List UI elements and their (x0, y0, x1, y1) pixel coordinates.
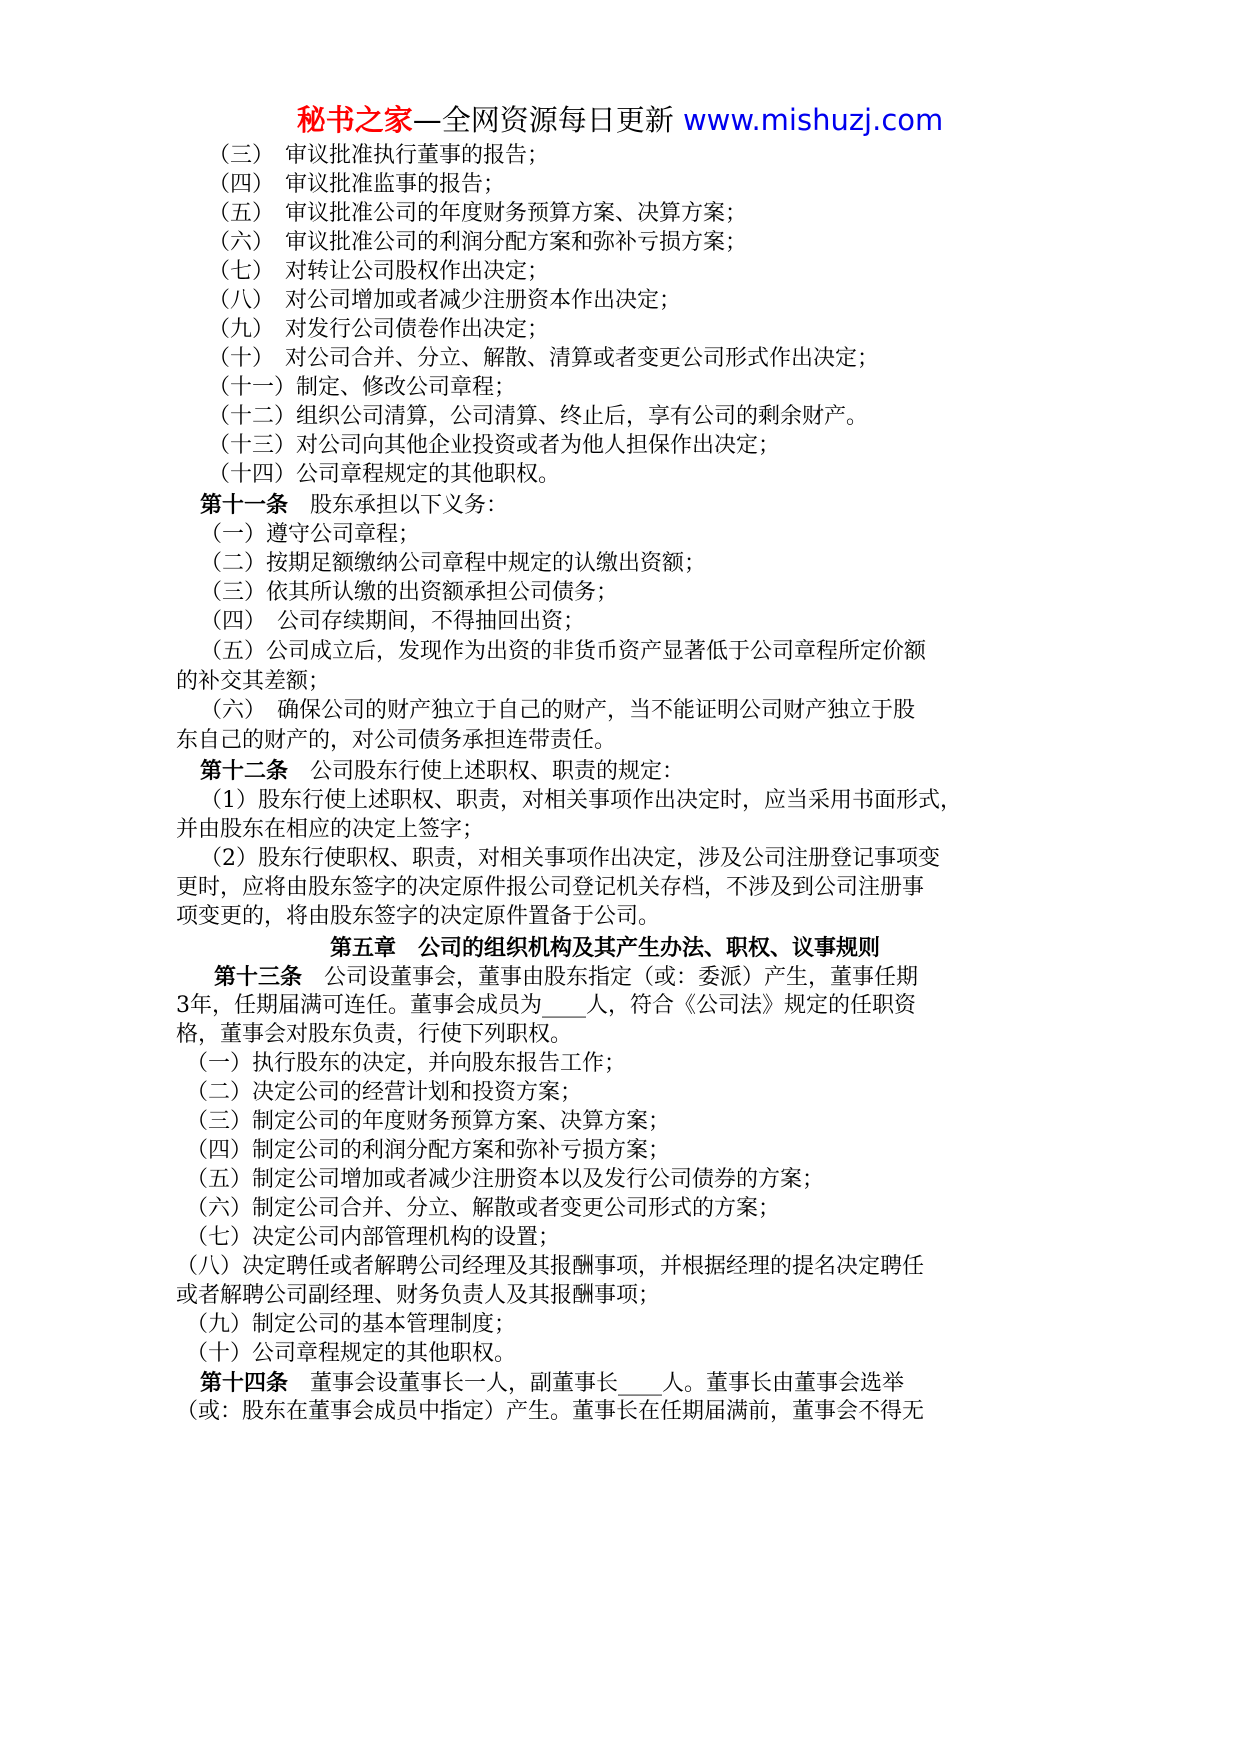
clause-continuation: 格，董事会对股东负责，行使下列职权。 (176, 1022, 573, 1047)
clause-continuation: 项变更的，将由股东签字的决定原件置备于公司。 (176, 904, 661, 929)
clause-item: （十一）制定、修改公司章程； (208, 375, 517, 400)
article-label: 第十一条 (200, 492, 289, 518)
clause-continuation: 或者解聘公司副经理、财务负责人及其报酬事项； (176, 1283, 661, 1308)
clause-item: （六）制定公司合并、分立、解散或者变更公司形式的方案； (186, 1196, 781, 1221)
clause-item: （十）公司章程规定的其他职权。 (186, 1341, 517, 1366)
article-text: 公司设董事会，董事由股东指定（或：委派）产生，董事任期 (302, 965, 919, 990)
header-slogan: —全网资源每日更新 (412, 103, 683, 137)
clause-item: （四） 审议批准监事的报告； (208, 172, 506, 197)
article-text: 公司股东行使上述职权、职责的规定： (288, 759, 685, 784)
clause-item: （十四）公司章程规定的其他职权。 (208, 462, 561, 487)
clause-item: （三）制定公司的年度财务预算方案、决算方案； (186, 1109, 671, 1134)
clause-item: （九）制定公司的基本管理制度； (186, 1312, 517, 1337)
clause-continuation: 并由股东在相应的决定上签字； (176, 817, 485, 842)
clause-item: （九） 对发行公司债卷作出决定； (208, 317, 550, 342)
clause-item: （四） 公司存续期间，不得抽回出资； (200, 609, 586, 634)
clause-item: （二）按期足额缴纳公司章程中规定的认缴出资额； (200, 551, 707, 576)
article-text: 股东承担以下义务： (288, 493, 509, 518)
clause-item: （六） 审议批准公司的利润分配方案和弥补亏损方案； (208, 230, 748, 255)
clause-item: （二）决定公司的经营计划和投资方案； (186, 1080, 583, 1105)
article-11 (200, 489, 508, 522)
clause-item: （十二）组织公司清算，公司清算、终止后，享有公司的剩余财产。 (208, 404, 869, 429)
article-label: 第十二条 (200, 758, 289, 784)
clause-item: （三） 审议批准执行董事的报告； (208, 143, 550, 168)
article-text: 董事会设董事长一人，副董事长____人。董事长由董事会选举 (288, 1371, 905, 1396)
clause-item: （三）依其所认缴的出资额承担公司债务； (200, 580, 619, 605)
brand-name: 秘书之家 (296, 103, 413, 137)
clause-item: （七） 对转让公司股权作出决定； (208, 259, 550, 284)
clause-item: （五）公司成立后，发现作为出资的非货币资产显著低于公司章程所定价额 (200, 639, 927, 664)
clause-continuation: 3年，任期届满可连任。董事会成员为____人，符合《公司法》规定的任职资 (176, 993, 916, 1018)
clause-item: （2）股东行使职权、职责，对相关事项作出决定，涉及公司注册登记事项变 (200, 846, 940, 871)
clause-item: （五）制定公司增加或者减少注册资本以及发行公司债券的方案； (186, 1167, 825, 1192)
article-12 (200, 755, 684, 788)
clause-continuation: 东自己的财产的，对公司债务承担连带责任。 (176, 728, 617, 753)
clause-item: （七）决定公司内部管理机构的设置； (186, 1225, 561, 1250)
clause-item: （四）制定公司的利润分配方案和弥补亏损方案； (186, 1138, 671, 1163)
clause-item: （1）股东行使上述职权、职责，对相关事项作出决定时，应当采用书面形式， (200, 788, 962, 813)
clause-item: （一）遵守公司章程； (200, 522, 421, 547)
clause-item: （十） 对公司合并、分立、解散、清算或者变更公司形式作出决定； (208, 346, 880, 371)
clause-continuation: （或：股东在董事会成员中指定）产生。董事长在任期届满前，董事会不得无 (176, 1399, 925, 1424)
clause-item: （六） 确保公司的财产独立于自己的财产，当不能证明公司财产独立于股 (200, 698, 916, 723)
article-label: 第十三条 (214, 964, 303, 990)
website-link[interactable]: www.mishuzj.com (682, 103, 944, 137)
clause-item: （八） 对公司增加或者减少注册资本作出决定； (208, 288, 682, 313)
clause-item: （八）决定聘任或者解聘公司经理及其报酬事项，并根据经理的提名决定聘任 (176, 1254, 925, 1279)
site-header-banner (0, 98, 1240, 142)
clause-continuation: 更时，应将由股东签字的决定原件报公司登记机关存档，不涉及到公司注册事 (176, 875, 925, 900)
article-label: 第十四条 (200, 1370, 289, 1396)
chapter-heading: 第五章 公司的组织机构及其产生办法、职权、议事规则 (330, 935, 881, 961)
clause-item: （一）执行股东的决定，并向股东报告工作； (186, 1051, 627, 1076)
clause-item: （五） 审议批准公司的年度财务预算方案、决算方案； (208, 201, 748, 226)
clause-item: （十三）对公司向其他企业投资或者为他人担保作出决定； (208, 433, 781, 458)
clause-continuation: 的补交其差额； (176, 669, 331, 694)
